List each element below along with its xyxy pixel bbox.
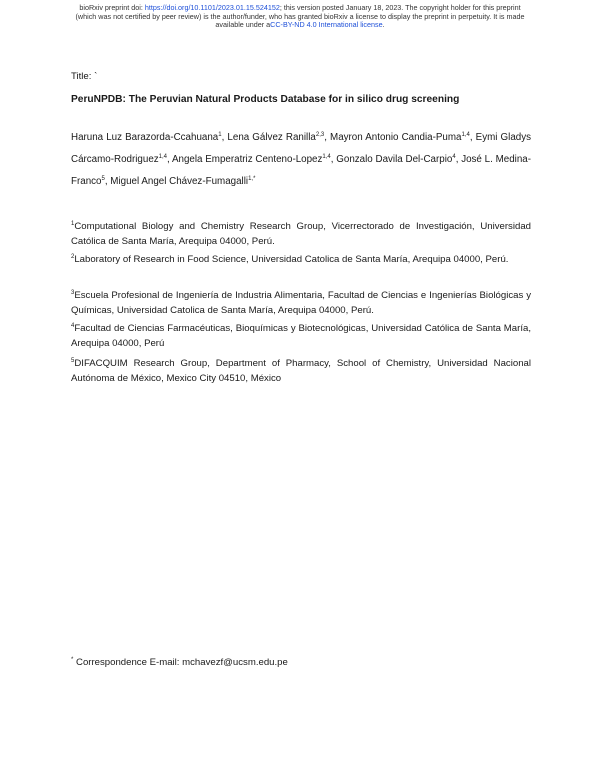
preprint-banner: [0, 4, 600, 30]
author: Haruna Luz Barazorda-Ccahuana$^1$,: [71, 132, 228, 143]
banner-doi-prefix: bioRxiv preprint doi:: [79, 3, 145, 12]
banner-license-prefix: available under a: [215, 20, 271, 30]
author: José L. Medina-Franco$^5$,: [71, 154, 531, 187]
affiliation-4: $^4$Facultad de Ciencias Farmacéuticas, Bioquímicas y Biotecnológicas, Universidad Católica de Santa María, Arequipa 04000, Perú: [71, 323, 531, 349]
banner-line-2: (which was not certified by peer review) is the author/funder, who has granted bioRxiv a license to display the preprint in perpetuity. It is made: [75, 11, 525, 21]
paper-title: PeruNPDB: The Peruvian Natural Products Database for in silico drug screening: [71, 94, 460, 105]
author: Eymi Gladys Cárcamo-Rodriguez$^{1,4}$,: [71, 132, 532, 165]
author-list: [71, 127, 531, 193]
affiliation-5: $^5$DIFACQUIM Research Group, Department of Pharmacy, School of Chemistry, Universidad Nacional Autónoma de México, Mexico City 04510, México: [71, 358, 531, 384]
affiliation-3: $^3$Escuela Profesional de Ingeniería de Industria Alimentaria, Facultad de Ciencias e Ingenierías Biológicas y Químicas, Universidad Catolica de Santa María, Arequipa 04000, Perú.: [71, 290, 531, 316]
license-link[interactable]: CC-BY-ND 4.0 International license: [270, 20, 383, 30]
doi-link[interactable]: https://doi.org/10.1101/2023.01.15.524152: [144, 3, 280, 12]
title-label: Title: `: [71, 71, 98, 82]
banner-line-3: [0, 21, 600, 30]
banner-license-suffix: .: [382, 20, 385, 30]
banner-posted-text: ; this version posted January 18, 2023. The copyright holder for this preprint: [279, 3, 521, 12]
affiliation-2: $^2$Laboratory of Research in Food Science, Universidad Catolica de Santa María, Arequipa 04000, Perú.: [71, 254, 509, 265]
author: Gonzalo Davila Del-Carpio$^4$,: [336, 154, 462, 165]
author: Miguel Angel Chávez-Fumagalli$^{1,*}$: [110, 176, 256, 187]
author: Lena Gálvez Ranilla$^{2,3}$,: [227, 132, 331, 143]
correspondence: * Correspondence E-mail: mchavezf@ucsm.edu.pe: [71, 657, 288, 668]
author: Mayron Antonio Candia-Puma$^{1,4}$,: [330, 132, 476, 143]
author: Angela Emperatriz Centeno-Lopez$^{1,4}$,: [171, 154, 337, 165]
affiliation-1: $^1$Computational Biology and Chemistry Research Group, Vicerrectorado de Investigación, Universidad Católica de Santa María, Arequipa 04000, Perú.: [71, 221, 531, 247]
